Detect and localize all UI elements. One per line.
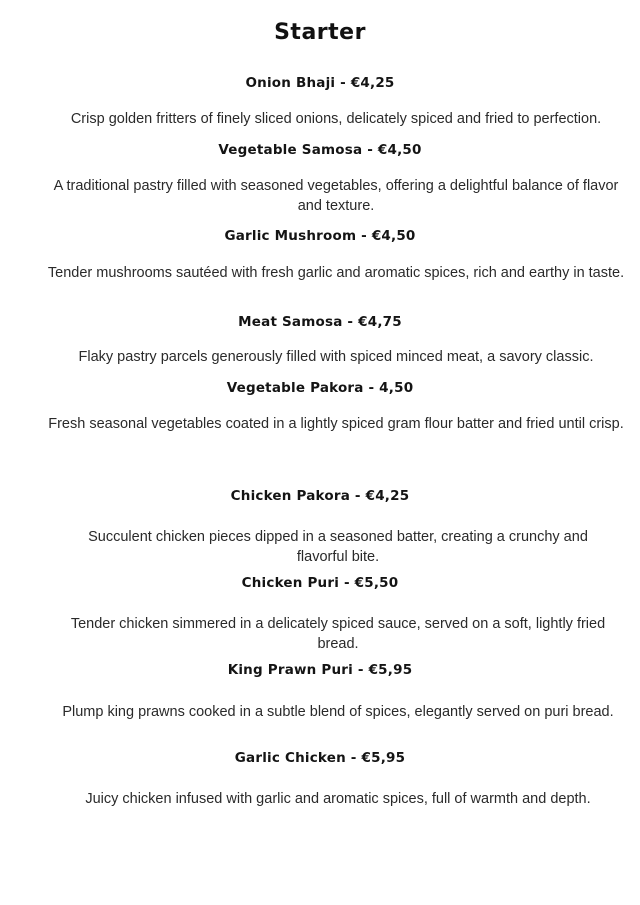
menu-item-description-onion-bhaji: Crisp golden fritters of finely sliced onions, delicately spiced and fried to perfection. — [70, 111, 602, 127]
menu-item-name-meat-samosa: Meat Samosa - €4,75 — [238, 314, 402, 330]
menu-item-name-vegetable-samosa: Vegetable Samosa - €4,50 — [218, 142, 422, 158]
menu-item-description-vegetable-samosa: A traditional pastry filled with seasoned vegetables, offering a delightful balance of flavor and texture. — [53, 178, 619, 214]
menu-item-description-meat-samosa: Flaky pastry parcels generously filled with spiced minced meat, a savory classic. — [78, 349, 594, 365]
menu-item-name-onion-bhaji: Onion Bhaji - €4,25 — [245, 75, 395, 91]
menu-item-description-garlic-mushroom: Tender mushrooms sautéed with fresh garlic and aromatic spices, rich and earthy in taste. — [47, 265, 625, 281]
menu-item-name-king-prawn-puri: King Prawn Puri - €5,95 — [227, 662, 413, 678]
menu-item-name-garlic-mushroom: Garlic Mushroom - €4,50 — [224, 228, 416, 244]
menu-item-name-garlic-chicken: Garlic Chicken - €5,95 — [234, 750, 406, 766]
menu-item-name-chicken-pakora: Chicken Pakora - €4,25 — [230, 488, 410, 504]
menu-item-description-king-prawn-puri: Plump king prawns cooked in a subtle blend of spices, elegantly served on puri bread. — [62, 704, 614, 720]
menu-item-description-chicken-pakora: Succulent chicken pieces dipped in a seasoned batter, creating a crunchy and flavorful bite. — [88, 529, 588, 565]
menu-item-description-garlic-chicken: Juicy chicken infused with garlic and aromatic spices, full of warmth and depth. — [85, 791, 591, 807]
section-title: Starter — [274, 20, 366, 45]
menu-item-name-vegetable-pakora: Vegetable Pakora - 4,50 — [226, 380, 414, 396]
menu-item-description-vegetable-pakora: Fresh seasonal vegetables coated in a lightly spiced gram flour batter and fried until crisp. — [48, 416, 624, 432]
menu-item-description-chicken-puri: Tender chicken simmered in a delicately spiced sauce, served on a soft, lightly fried bread. — [70, 616, 606, 652]
menu-item-name-chicken-puri: Chicken Puri - €5,50 — [241, 575, 399, 591]
